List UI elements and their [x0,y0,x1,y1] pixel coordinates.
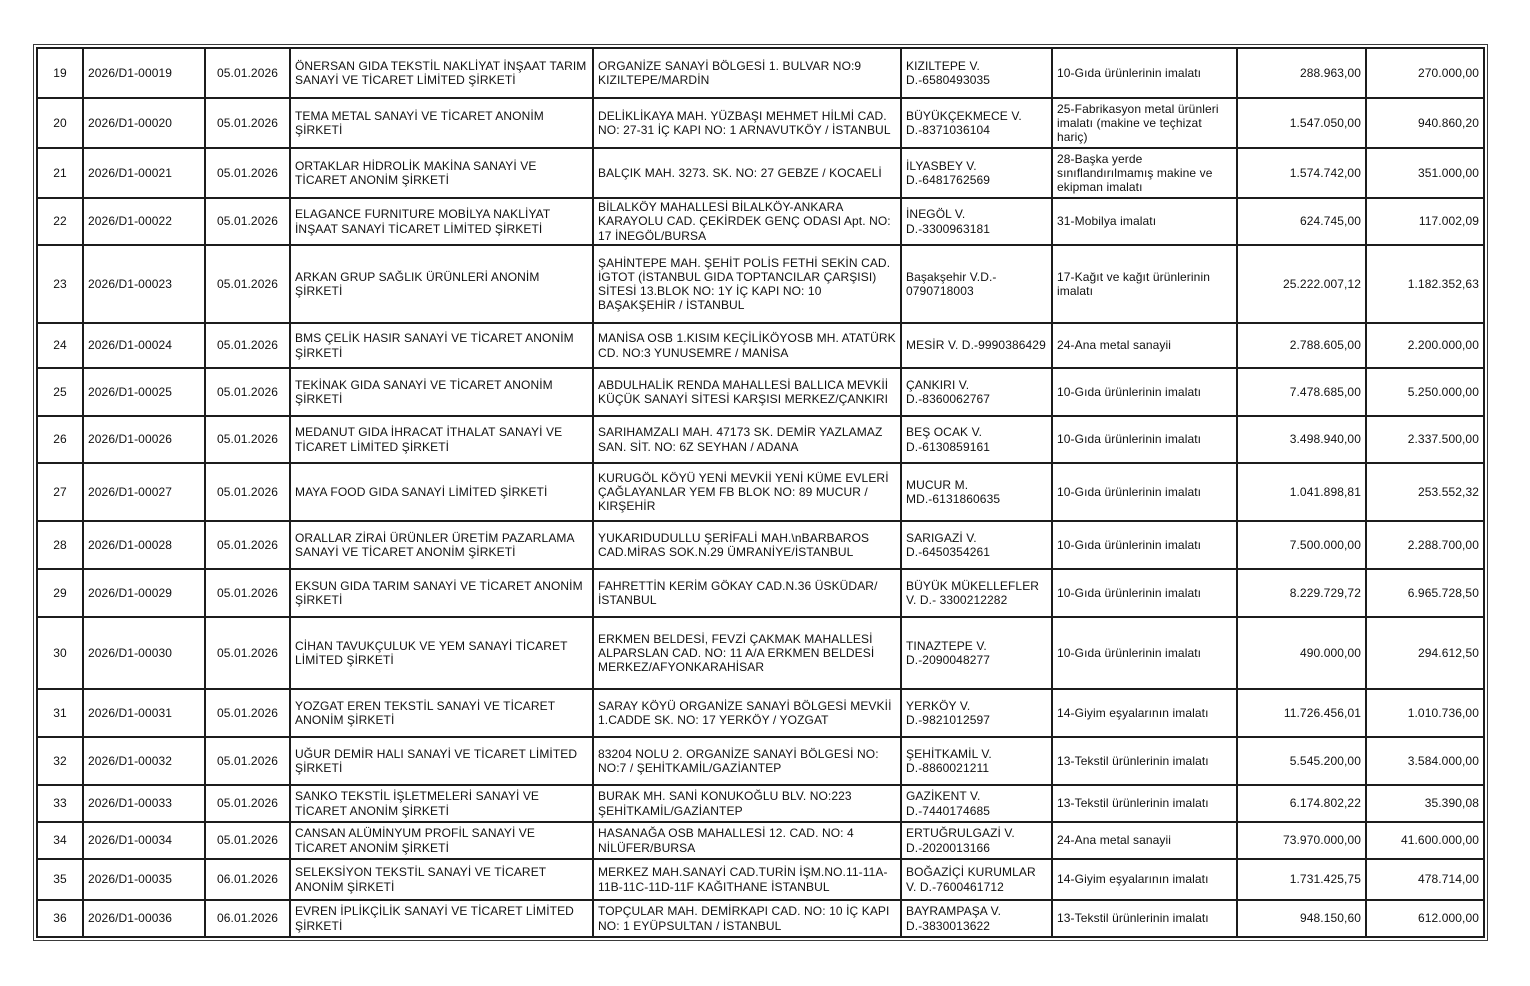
cell-date: 06.01.2026 [205,859,290,900]
cell-amount-1: 7.478.685,00 [1237,368,1366,416]
cell-amount-1: 624.745,00 [1237,198,1366,245]
cell-activity-code: 28-Başka yerde sınıflandırılmamış makine ve ekipman imalatı [1052,148,1237,198]
cell-row-number: 29 [37,569,83,617]
cell-document-no: 2026/D1-00030 [83,617,205,689]
cell-company-name: ORALLAR ZİRAİ ÜRÜNLER ÜRETİM PAZARLAMA SANAYİ VE TİCARET ANONİM ŞİRKETİ [290,521,593,569]
cell-address: SARIHAMZALI MAH. 47173 SK. DEMİR YAZLAMAZ SAN. SİT. NO: 6Z SEYHAN / ADANA [593,416,901,463]
table-row [37,148,1484,198]
table-row [37,48,1484,98]
cell-tax-office-id: BOĞAZİÇİ KURUMLAR V. D.-7600461712 [901,859,1052,900]
cell-address: BİLALKÖY MAHALLESİ BİLALKÖY-ANKARA KARAYOLU CAD. ÇEKİRDEK GENÇ ODASI Apt. NO: 17 İNEGÖL/BURSA [593,198,901,245]
cell-amount-1: 3.498.940,00 [1237,416,1366,463]
cell-row-number: 34 [37,822,83,859]
cell-document-no: 2026/D1-00025 [83,368,205,416]
table-row [37,859,1484,900]
cell-tax-office-id: ÇANKIRI V. D.-8360062767 [901,368,1052,416]
table-row [37,416,1484,463]
cell-row-number: 21 [37,148,83,198]
cell-amount-2: 351.000,00 [1366,148,1484,198]
cell-row-number: 24 [37,323,83,368]
table-row [37,785,1484,822]
cell-amount-1: 1.574.742,00 [1237,148,1366,198]
companies-table-body [37,48,1484,937]
cell-date: 05.01.2026 [205,785,290,822]
cell-address: SARAY KÖYÜ ORGANİZE SANAYİ BÖLGESİ MEVKİİ 1.CADDE SK. NO: 17 YERKÖY / YOZGAT [593,689,901,737]
cell-company-name: ÖNERSAN GIDA TEKSTİL NAKLİYAT İNŞAAT TARIM SANAYİ VE TİCARET LİMİTED ŞİRKETİ [290,48,593,98]
cell-company-name: MEDANUT GIDA İHRACAT İTHALAT SANAYİ VE TİCARET LİMİTED ŞİRKETİ [290,416,593,463]
cell-company-name: ELAGANCE FURNITURE MOBİLYA NAKLİYAT İNŞAAT SANAYİ TİCARET LİMİTED ŞİRKETİ [290,198,593,245]
cell-amount-1: 288.963,00 [1237,48,1366,98]
companies-table [36,47,1485,938]
cell-tax-office-id: BÜYÜKÇEKMECE V. D.-8371036104 [901,98,1052,148]
cell-date: 05.01.2026 [205,148,290,198]
cell-activity-code: 10-Gıda ürünlerinin imalatı [1052,521,1237,569]
cell-activity-code: 17-Kağıt ve kağıt ürünlerinin imalatı [1052,245,1237,323]
cell-tax-office-id: ŞEHİTKAMİL V. D.-8860021211 [901,737,1052,785]
cell-company-name: SELEKSİYON TEKSTİL SANAYİ VE TİCARET ANONİM ŞİRKETİ [290,859,593,900]
cell-date: 05.01.2026 [205,617,290,689]
cell-date: 06.01.2026 [205,900,290,937]
table-row [37,323,1484,368]
cell-row-number: 31 [37,689,83,737]
cell-amount-1: 5.545.200,00 [1237,737,1366,785]
cell-document-no: 2026/D1-00023 [83,245,205,323]
cell-activity-code: 13-Tekstil ürünlerinin imalatı [1052,785,1237,822]
cell-document-no: 2026/D1-00028 [83,521,205,569]
cell-row-number: 23 [37,245,83,323]
cell-date: 05.01.2026 [205,737,290,785]
cell-tax-office-id: BEŞ OCAK V. D.-6130859161 [901,416,1052,463]
cell-amount-1: 25.222.007,12 [1237,245,1366,323]
cell-activity-code: 10-Gıda ürünlerinin imalatı [1052,48,1237,98]
cell-date: 05.01.2026 [205,416,290,463]
cell-tax-office-id: Başakşehir V.D.- 0790718003 [901,245,1052,323]
cell-activity-code: 14-Giyim eşyalarının imalatı [1052,689,1237,737]
cell-tax-office-id: SARIGAZİ V. D.-6450354261 [901,521,1052,569]
cell-tax-office-id: İNEGÖL V. D.-3300963181 [901,198,1052,245]
cell-company-name: YOZGAT EREN TEKSTİL SANAYİ VE TİCARET ANONİM ŞİRKETİ [290,689,593,737]
cell-company-name: EKSUN GIDA TARIM SANAYİ VE TİCARET ANONİM ŞİRKETİ [290,569,593,617]
table-row [37,198,1484,245]
cell-address: YUKARIDUDULLU ŞERİFALİ MAH.\nBARBAROS CAD.MİRAS SOK.N.29 ÜMRANİYE/İSTANBUL [593,521,901,569]
cell-row-number: 35 [37,859,83,900]
table-row [37,900,1484,937]
cell-date: 05.01.2026 [205,689,290,737]
cell-company-name: BMS ÇELİK HASIR SANAYİ VE TİCARET ANONİM ŞİRKETİ [290,323,593,368]
cell-address: KURUGÖL KÖYÜ YENİ MEVKİİ YENİ KÜME EVLERİ ÇAĞLAYANLAR YEM FB BLOK NO: 89 MUCUR / KIRŞEHİR [593,463,901,521]
cell-date: 05.01.2026 [205,463,290,521]
cell-row-number: 22 [37,198,83,245]
cell-tax-office-id: BAYRAMPAŞA V. D.-3830013622 [901,900,1052,937]
cell-amount-2: 117.002,09 [1366,198,1484,245]
cell-amount-2: 2.337.500,00 [1366,416,1484,463]
cell-activity-code: 24-Ana metal sanayii [1052,323,1237,368]
table-row [37,689,1484,737]
cell-amount-2: 35.390,08 [1366,785,1484,822]
cell-date: 05.01.2026 [205,569,290,617]
cell-amount-1: 8.229.729,72 [1237,569,1366,617]
table-row [37,245,1484,323]
cell-address: 83204 NOLU 2. ORGANİZE SANAYİ BÖLGESİ NO: NO:7 / ŞEHİTKAMİL/GAZİANTEP [593,737,901,785]
cell-amount-1: 11.726.456,01 [1237,689,1366,737]
cell-amount-2: 41.600.000,00 [1366,822,1484,859]
cell-row-number: 36 [37,900,83,937]
cell-activity-code: 13-Tekstil ürünlerinin imalatı [1052,900,1237,937]
cell-company-name: TEKİNAK GIDA SANAYİ VE TİCARET ANONİM ŞİRKETİ [290,368,593,416]
cell-date: 05.01.2026 [205,98,290,148]
cell-activity-code: 10-Gıda ürünlerinin imalatı [1052,416,1237,463]
cell-amount-2: 3.584.000,00 [1366,737,1484,785]
cell-company-name: ORTAKLAR HİDROLİK MAKİNA SANAYİ VE TİCARET ANONİM ŞİRKETİ [290,148,593,198]
cell-row-number: 27 [37,463,83,521]
cell-row-number: 20 [37,98,83,148]
cell-amount-1: 1.547.050,00 [1237,98,1366,148]
cell-document-no: 2026/D1-00021 [83,148,205,198]
cell-document-no: 2026/D1-00036 [83,900,205,937]
cell-row-number: 26 [37,416,83,463]
cell-amount-2: 294.612,50 [1366,617,1484,689]
cell-amount-1: 6.174.802,22 [1237,785,1366,822]
cell-address: MANİSA OSB 1.KISIM KEÇİLİKÖYOSB MH. ATATÜRK CD. NO:3 YUNUSEMRE / MANİSA [593,323,901,368]
cell-tax-office-id: KIZILTEPE V. D.-6580493035 [901,48,1052,98]
cell-address: BURAK MH. SANİ KONUKOĞLU BLV. NO:223 ŞEHİTKAMİL/GAZİANTEP [593,785,901,822]
cell-document-no: 2026/D1-00031 [83,689,205,737]
cell-document-no: 2026/D1-00029 [83,569,205,617]
cell-address: FAHRETTİN KERİM GÖKAY CAD.N.36 ÜSKÜDAR/İSTANBUL [593,569,901,617]
cell-amount-2: 612.000,00 [1366,900,1484,937]
cell-amount-2: 940.860,20 [1366,98,1484,148]
cell-document-no: 2026/D1-00032 [83,737,205,785]
cell-activity-code: 25-Fabrikasyon metal ürünleri imalatı (makine ve teçhizat hariç) [1052,98,1237,148]
cell-tax-office-id: GAZİKENT V. D.-7440174685 [901,785,1052,822]
cell-date: 05.01.2026 [205,323,290,368]
cell-tax-office-id: ERTUĞRULGAZİ V. D.-2020013166 [901,822,1052,859]
cell-activity-code: 10-Gıda ürünlerinin imalatı [1052,617,1237,689]
cell-row-number: 19 [37,48,83,98]
cell-amount-2: 1.010.736,00 [1366,689,1484,737]
cell-amount-2: 5.250.000,00 [1366,368,1484,416]
cell-date: 05.01.2026 [205,198,290,245]
cell-address: ORGANİZE SANAYİ BÖLGESİ 1. BULVAR NO:9 KIZILTEPE/MARDİN [593,48,901,98]
cell-amount-2: 2.200.000,00 [1366,323,1484,368]
cell-address: ABDULHALİK RENDA MAHALLESİ BALLICA MEVKİİ KÜÇÜK SANAYİ SİTESİ KARŞISI MERKEZ/ÇANKIRI [593,368,901,416]
cell-address: DELİKLİKAYA MAH. YÜZBAŞI MEHMET HİLMİ CAD. NO: 27-31 İÇ KAPI NO: 1 ARNAVUTKÖY / İSTANBUL [593,98,901,148]
table-row [37,521,1484,569]
cell-company-name: ARKAN GRUP SAĞLIK ÜRÜNLERİ ANONİM ŞİRKETİ [290,245,593,323]
cell-document-no: 2026/D1-00026 [83,416,205,463]
cell-document-no: 2026/D1-00020 [83,98,205,148]
cell-company-name: TEMA METAL SANAYİ VE TİCARET ANONİM ŞİRKETİ [290,98,593,148]
cell-tax-office-id: MESİR V. D.-9990386429 [901,323,1052,368]
cell-amount-2: 478.714,00 [1366,859,1484,900]
cell-company-name: CİHAN TAVUKÇULUK VE YEM SANAYİ TİCARET LİMİTED ŞİRKETİ [290,617,593,689]
cell-row-number: 25 [37,368,83,416]
table-row [37,617,1484,689]
cell-row-number: 33 [37,785,83,822]
cell-address: ERKMEN BELDESİ, FEVZİ ÇAKMAK MAHALLESİ ALPARSLAN CAD. NO: 11 A/A ERKMEN BELDESİ MERKEZ/AFYONKARAHİSAR [593,617,901,689]
cell-tax-office-id: BÜYÜK MÜKELLEFLER V. D.- 3300212282 [901,569,1052,617]
cell-amount-2: 1.182.352,63 [1366,245,1484,323]
cell-document-no: 2026/D1-00019 [83,48,205,98]
cell-address: MERKEZ MAH.SANAYİ CAD.TURİN İŞM.NO.11-11A-11B-11C-11D-11F KAĞITHANE İSTANBUL [593,859,901,900]
cell-document-no: 2026/D1-00027 [83,463,205,521]
cell-row-number: 30 [37,617,83,689]
cell-date: 05.01.2026 [205,245,290,323]
cell-document-no: 2026/D1-00022 [83,198,205,245]
table-row [37,98,1484,148]
cell-date: 05.01.2026 [205,521,290,569]
cell-activity-code: 31-Mobilya imalatı [1052,198,1237,245]
cell-activity-code: 14-Giyim eşyalarının imalatı [1052,859,1237,900]
table-row [37,368,1484,416]
cell-amount-2: 2.288.700,00 [1366,521,1484,569]
cell-tax-office-id: TINAZTEPE V. D.-2090048277 [901,617,1052,689]
cell-amount-1: 1.041.898,81 [1237,463,1366,521]
cell-amount-1: 73.970.000,00 [1237,822,1366,859]
cell-address: ŞAHİNTEPE MAH. ŞEHİT POLİS FETHİ SEKİN CAD. İGTOT (İSTANBUL GIDA TOPTANCILAR ÇARŞISI) SİTESİ 13.BLOK NO: 1Y İÇ KAPI NO: 10 BAŞAKŞEHİR / İSTANBUL [593,245,901,323]
cell-company-name: UĞUR DEMİR HALI SANAYİ VE TİCARET LİMİTED ŞİRKETİ [290,737,593,785]
cell-activity-code: 10-Gıda ürünlerinin imalatı [1052,463,1237,521]
cell-amount-1: 490.000,00 [1237,617,1366,689]
cell-amount-2: 270.000,00 [1366,48,1484,98]
cell-document-no: 2026/D1-00033 [83,785,205,822]
cell-tax-office-id: İLYASBEY V. D.-6481762569 [901,148,1052,198]
cell-amount-1: 7.500.000,00 [1237,521,1366,569]
cell-date: 05.01.2026 [205,368,290,416]
table-row [37,569,1484,617]
cell-document-no: 2026/D1-00035 [83,859,205,900]
cell-document-no: 2026/D1-00034 [83,822,205,859]
table-row [37,737,1484,785]
cell-amount-2: 253.552,32 [1366,463,1484,521]
cell-company-name: SANKO TEKSTİL İŞLETMELERİ SANAYİ VE TİCARET ANONİM ŞİRKETİ [290,785,593,822]
cell-address: BALÇIK MAH. 3273. SK. NO: 27 GEBZE / KOCAELİ [593,148,901,198]
cell-tax-office-id: YERKÖY V. D.-9821012597 [901,689,1052,737]
cell-address: TOPÇULAR MAH. DEMİRKAPI CAD. NO: 10 İÇ KAPI NO: 1 EYÜPSULTAN / İSTANBUL [593,900,901,937]
cell-amount-1: 948.150,60 [1237,900,1366,937]
table-row [37,463,1484,521]
cell-row-number: 28 [37,521,83,569]
cell-activity-code: 10-Gıda ürünlerinin imalatı [1052,569,1237,617]
cell-amount-1: 1.731.425,75 [1237,859,1366,900]
cell-amount-1: 2.788.605,00 [1237,323,1366,368]
cell-date: 05.01.2026 [205,48,290,98]
cell-amount-2: 6.965.728,50 [1366,569,1484,617]
cell-date: 05.01.2026 [205,822,290,859]
cell-company-name: CANSAN ALÜMİNYUM PROFİL SANAYİ VE TİCARET ANONİM ŞİRKETİ [290,822,593,859]
cell-row-number: 32 [37,737,83,785]
cell-address: HASANAĞA OSB MAHALLESİ 12. CAD. NO: 4 NİLÜFER/BURSA [593,822,901,859]
cell-activity-code: 13-Tekstil ürünlerinin imalatı [1052,737,1237,785]
cell-company-name: MAYA FOOD GIDA SANAYİ LİMİTED ŞİRKETİ [290,463,593,521]
cell-tax-office-id: MUCUR M. MD.-6131860635 [901,463,1052,521]
cell-activity-code: 10-Gıda ürünlerinin imalatı [1052,368,1237,416]
cell-document-no: 2026/D1-00024 [83,323,205,368]
cell-company-name: EVREN İPLİKÇİLİK SANAYİ VE TİCARET LİMİTED ŞİRKETİ [290,900,593,937]
cell-activity-code: 24-Ana metal sanayii [1052,822,1237,859]
table-row [37,822,1484,859]
